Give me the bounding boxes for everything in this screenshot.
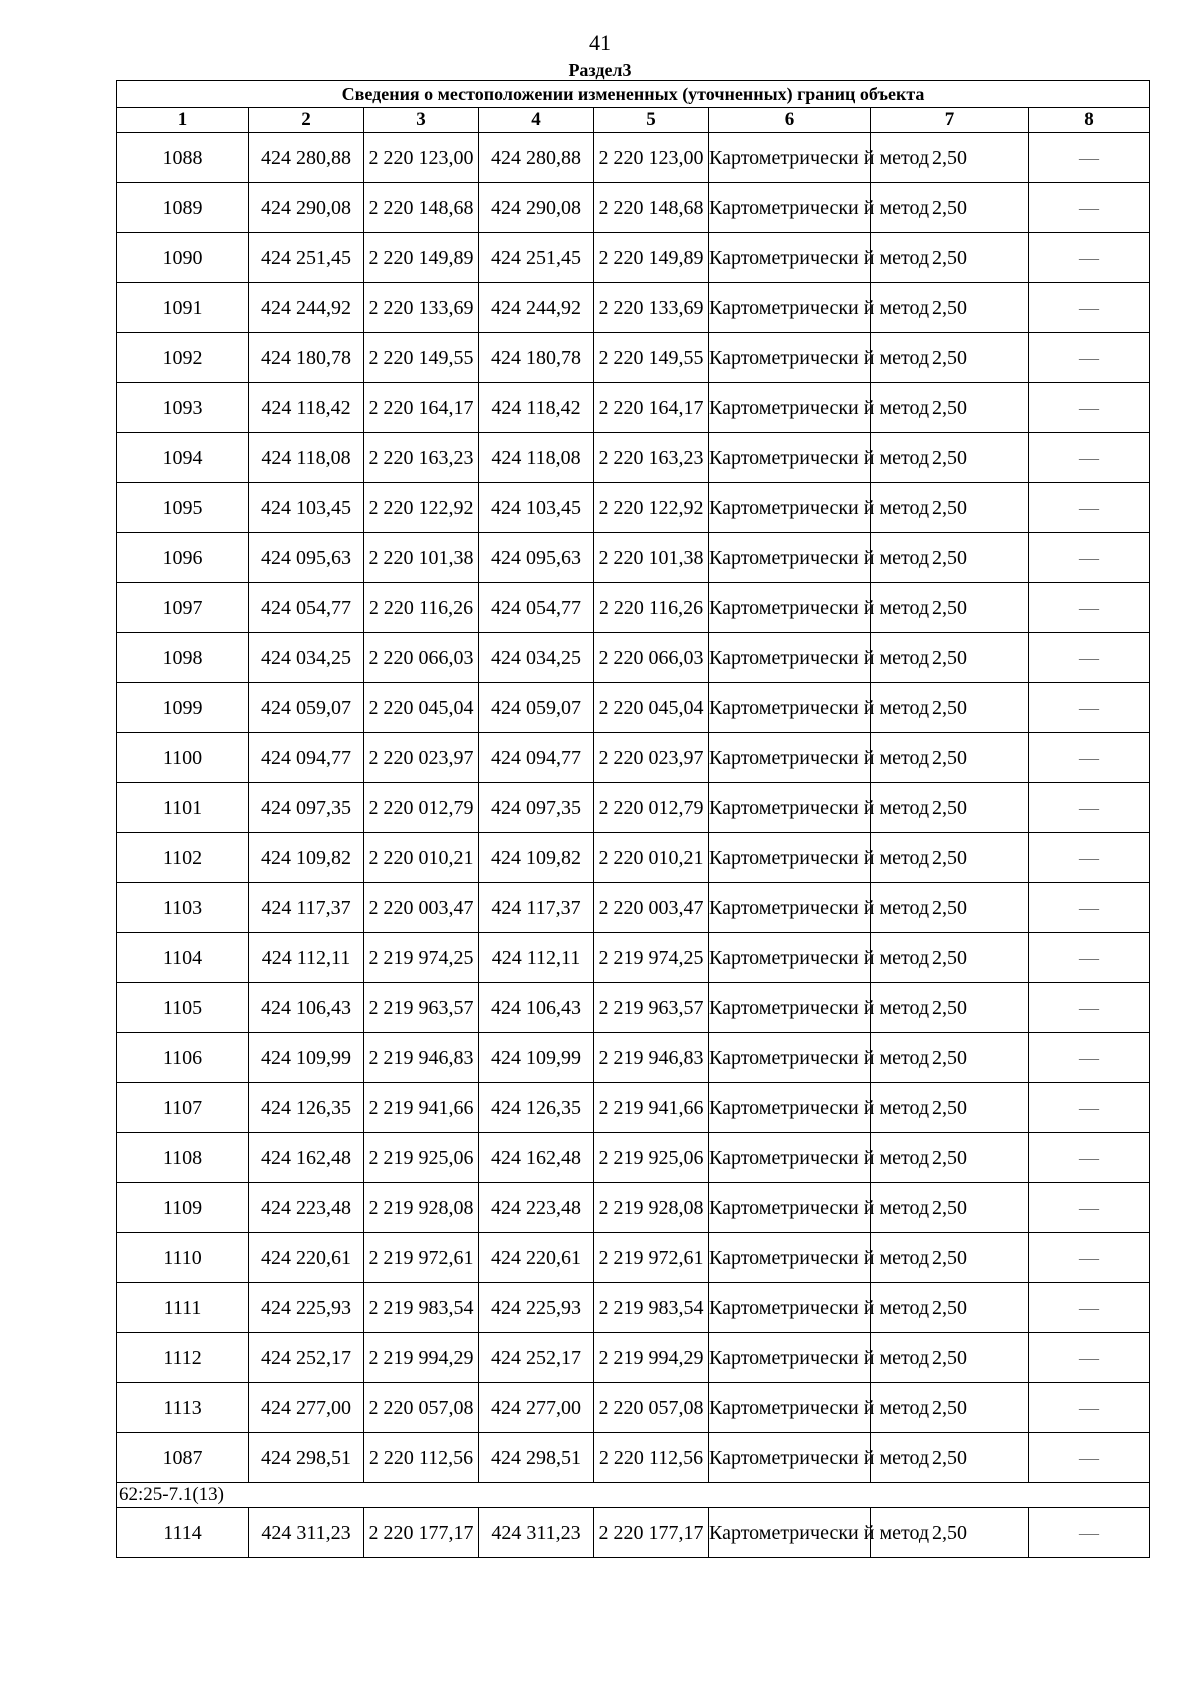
y-new-cell: 2 220 123,00 bbox=[594, 133, 709, 183]
note-cell: — bbox=[1029, 1033, 1150, 1083]
method-cell: Картометрически й метод bbox=[709, 383, 871, 433]
table-row bbox=[117, 1033, 1150, 1083]
x-new-cell: 424 034,25 bbox=[479, 633, 594, 683]
method-cell: Картометрически й метод bbox=[709, 583, 871, 633]
y-old-cell: 2 220 045,04 bbox=[364, 683, 479, 733]
note-cell: — bbox=[1029, 483, 1150, 533]
point-number-cell: 1093 bbox=[117, 383, 249, 433]
accuracy-cell: 2,50 bbox=[871, 533, 1029, 583]
table-row bbox=[117, 583, 1150, 633]
x-old-cell: 424 162,48 bbox=[249, 1133, 364, 1183]
method-cell: Картометрически й метод bbox=[709, 1433, 871, 1483]
coordinates-table bbox=[116, 80, 1150, 1558]
y-new-cell: 2 219 994,29 bbox=[594, 1333, 709, 1383]
x-new-cell: 424 109,82 bbox=[479, 833, 594, 883]
column-number: 4 bbox=[479, 108, 594, 133]
table-row bbox=[117, 183, 1150, 233]
method-cell: Картометрически й метод bbox=[709, 533, 871, 583]
note-cell: — bbox=[1029, 1083, 1150, 1133]
point-number-cell: 1107 bbox=[117, 1083, 249, 1133]
accuracy-cell: 2,50 bbox=[871, 483, 1029, 533]
point-number-cell: 1088 bbox=[117, 133, 249, 183]
y-old-cell: 2 219 972,61 bbox=[364, 1233, 479, 1283]
column-number: 5 bbox=[594, 108, 709, 133]
y-old-cell: 2 220 003,47 bbox=[364, 883, 479, 933]
accuracy-cell: 2,50 bbox=[871, 383, 1029, 433]
note-cell: — bbox=[1029, 1283, 1150, 1333]
note-cell: — bbox=[1029, 1383, 1150, 1433]
point-number-cell: 1097 bbox=[117, 583, 249, 633]
x-old-cell: 424 244,92 bbox=[249, 283, 364, 333]
accuracy-cell: 2,50 bbox=[871, 1383, 1029, 1433]
x-new-cell: 424 095,63 bbox=[479, 533, 594, 583]
y-new-cell: 2 220 149,89 bbox=[594, 233, 709, 283]
x-new-cell: 424 251,45 bbox=[479, 233, 594, 283]
y-old-cell: 2 220 177,17 bbox=[364, 1508, 479, 1558]
note-cell: — bbox=[1029, 883, 1150, 933]
note-cell: — bbox=[1029, 583, 1150, 633]
x-new-cell: 424 252,17 bbox=[479, 1333, 594, 1383]
x-new-cell: 424 112,11 bbox=[479, 933, 594, 983]
note-cell: — bbox=[1029, 1508, 1150, 1558]
section-title: Раздел3 bbox=[568, 60, 632, 80]
note-cell: — bbox=[1029, 1433, 1150, 1483]
method-cell: Картометрически й метод bbox=[709, 183, 871, 233]
x-new-cell: 424 118,42 bbox=[479, 383, 594, 433]
x-new-cell: 424 054,77 bbox=[479, 583, 594, 633]
column-number-row bbox=[117, 108, 1150, 133]
y-old-cell: 2 220 133,69 bbox=[364, 283, 479, 333]
y-old-cell: 2 219 941,66 bbox=[364, 1083, 479, 1133]
y-old-cell: 2 219 963,57 bbox=[364, 983, 479, 1033]
y-new-cell: 2 220 010,21 bbox=[594, 833, 709, 883]
column-number: 3 bbox=[364, 108, 479, 133]
x-old-cell: 424 220,61 bbox=[249, 1233, 364, 1283]
point-number-cell: 1089 bbox=[117, 183, 249, 233]
x-old-cell: 424 311,23 bbox=[249, 1508, 364, 1558]
x-new-cell: 424 097,35 bbox=[479, 783, 594, 833]
table-row bbox=[117, 233, 1150, 283]
note-cell: — bbox=[1029, 733, 1150, 783]
accuracy-cell: 2,50 bbox=[871, 633, 1029, 683]
note-cell: — bbox=[1029, 983, 1150, 1033]
method-cell: Картометрически й метод bbox=[709, 633, 871, 683]
accuracy-cell: 2,50 bbox=[871, 1083, 1029, 1133]
accuracy-cell: 2,50 bbox=[871, 1183, 1029, 1233]
note-cell: — bbox=[1029, 783, 1150, 833]
x-new-cell: 424 277,00 bbox=[479, 1383, 594, 1433]
y-new-cell: 2 220 148,68 bbox=[594, 183, 709, 233]
accuracy-cell: 2,50 bbox=[871, 783, 1029, 833]
y-new-cell: 2 219 925,06 bbox=[594, 1133, 709, 1183]
y-new-cell: 2 220 116,26 bbox=[594, 583, 709, 633]
table-row bbox=[117, 383, 1150, 433]
y-new-cell: 2 220 023,97 bbox=[594, 733, 709, 783]
method-cell: Картометрически й метод bbox=[709, 283, 871, 333]
x-old-cell: 424 109,99 bbox=[249, 1033, 364, 1083]
x-old-cell: 424 059,07 bbox=[249, 683, 364, 733]
method-cell: Картометрически й метод bbox=[709, 683, 871, 733]
y-new-cell: 2 220 045,04 bbox=[594, 683, 709, 733]
x-new-cell: 424 106,43 bbox=[479, 983, 594, 1033]
x-old-cell: 424 223,48 bbox=[249, 1183, 364, 1233]
accuracy-cell: 2,50 bbox=[871, 333, 1029, 383]
x-new-cell: 424 094,77 bbox=[479, 733, 594, 783]
y-new-cell: 2 219 928,08 bbox=[594, 1183, 709, 1233]
method-cell: Картометрически й метод bbox=[709, 983, 871, 1033]
y-old-cell: 2 220 116,26 bbox=[364, 583, 479, 633]
column-number: 6 bbox=[709, 108, 871, 133]
x-old-cell: 424 112,11 bbox=[249, 933, 364, 983]
y-new-cell: 2 220 163,23 bbox=[594, 433, 709, 483]
method-cell: Картометрически й метод bbox=[709, 1183, 871, 1233]
y-new-cell: 2 220 133,69 bbox=[594, 283, 709, 333]
method-cell: Картометрически й метод bbox=[709, 1383, 871, 1433]
point-number-cell: 1100 bbox=[117, 733, 249, 783]
y-new-cell: 2 220 066,03 bbox=[594, 633, 709, 683]
method-cell: Картометрически й метод bbox=[709, 933, 871, 983]
y-old-cell: 2 219 928,08 bbox=[364, 1183, 479, 1233]
group-label: 62:25-7.1(13) bbox=[117, 1483, 1150, 1508]
x-new-cell: 424 280,88 bbox=[479, 133, 594, 183]
y-new-cell: 2 220 112,56 bbox=[594, 1433, 709, 1483]
table-row bbox=[117, 783, 1150, 833]
table-row bbox=[117, 1433, 1150, 1483]
note-cell: — bbox=[1029, 333, 1150, 383]
point-number-cell: 1090 bbox=[117, 233, 249, 283]
x-new-cell: 424 298,51 bbox=[479, 1433, 594, 1483]
table-row bbox=[117, 1083, 1150, 1133]
note-cell: — bbox=[1029, 383, 1150, 433]
accuracy-cell: 2,50 bbox=[871, 1233, 1029, 1283]
x-old-cell: 424 225,93 bbox=[249, 1283, 364, 1333]
point-number-cell: 1106 bbox=[117, 1033, 249, 1083]
x-old-cell: 424 095,63 bbox=[249, 533, 364, 583]
accuracy-cell: 2,50 bbox=[871, 883, 1029, 933]
table-row bbox=[117, 283, 1150, 333]
table-row bbox=[117, 1183, 1150, 1233]
x-old-cell: 424 106,43 bbox=[249, 983, 364, 1033]
accuracy-cell: 2,50 bbox=[871, 1133, 1029, 1183]
note-cell: — bbox=[1029, 183, 1150, 233]
point-number-cell: 1112 bbox=[117, 1333, 249, 1383]
point-number-cell: 1092 bbox=[117, 333, 249, 383]
column-number: 1 bbox=[117, 108, 249, 133]
y-new-cell: 2 220 149,55 bbox=[594, 333, 709, 383]
y-old-cell: 2 220 066,03 bbox=[364, 633, 479, 683]
table-row bbox=[117, 1283, 1150, 1333]
table-row bbox=[117, 483, 1150, 533]
x-new-cell: 424 103,45 bbox=[479, 483, 594, 533]
point-number-cell: 1096 bbox=[117, 533, 249, 583]
x-new-cell: 424 117,37 bbox=[479, 883, 594, 933]
y-old-cell: 2 220 163,23 bbox=[364, 433, 479, 483]
note-cell: — bbox=[1029, 133, 1150, 183]
y-new-cell: 2 220 012,79 bbox=[594, 783, 709, 833]
note-cell: — bbox=[1029, 233, 1150, 283]
accuracy-cell: 2,50 bbox=[871, 183, 1029, 233]
point-number-cell: 1110 bbox=[117, 1233, 249, 1283]
y-new-cell: 2 220 003,47 bbox=[594, 883, 709, 933]
point-number-cell: 1099 bbox=[117, 683, 249, 733]
y-old-cell: 2 220 012,79 bbox=[364, 783, 479, 833]
method-cell: Картометрически й метод bbox=[709, 1033, 871, 1083]
x-old-cell: 424 103,45 bbox=[249, 483, 364, 533]
table-caption: Сведения о местоположении измененных (уточненных) границ объекта bbox=[117, 81, 1150, 108]
x-old-cell: 424 034,25 bbox=[249, 633, 364, 683]
x-old-cell: 424 298,51 bbox=[249, 1433, 364, 1483]
y-old-cell: 2 220 101,38 bbox=[364, 533, 479, 583]
table-row bbox=[117, 1333, 1150, 1383]
accuracy-cell: 2,50 bbox=[871, 733, 1029, 783]
x-old-cell: 424 118,42 bbox=[249, 383, 364, 433]
x-old-cell: 424 290,08 bbox=[249, 183, 364, 233]
y-new-cell: 2 219 946,83 bbox=[594, 1033, 709, 1083]
y-old-cell: 2 220 123,00 bbox=[364, 133, 479, 183]
y-old-cell: 2 220 164,17 bbox=[364, 383, 479, 433]
table-row bbox=[117, 1233, 1150, 1283]
method-cell: Картометрически й метод bbox=[709, 1508, 871, 1558]
x-new-cell: 424 109,99 bbox=[479, 1033, 594, 1083]
x-new-cell: 424 126,35 bbox=[479, 1083, 594, 1133]
group-row bbox=[117, 1483, 1150, 1508]
y-old-cell: 2 219 983,54 bbox=[364, 1283, 479, 1333]
method-cell: Картометрически й метод bbox=[709, 1283, 871, 1333]
table-row bbox=[117, 133, 1150, 183]
x-new-cell: 424 311,23 bbox=[479, 1508, 594, 1558]
note-cell: — bbox=[1029, 283, 1150, 333]
method-cell: Картометрически й метод bbox=[709, 783, 871, 833]
note-cell: — bbox=[1029, 433, 1150, 483]
column-number: 7 bbox=[871, 108, 1029, 133]
x-old-cell: 424 277,00 bbox=[249, 1383, 364, 1433]
y-new-cell: 2 219 941,66 bbox=[594, 1083, 709, 1133]
y-old-cell: 2 220 057,08 bbox=[364, 1383, 479, 1433]
method-cell: Картометрически й метод bbox=[709, 133, 871, 183]
y-old-cell: 2 219 974,25 bbox=[364, 933, 479, 983]
point-number-cell: 1101 bbox=[117, 783, 249, 833]
accuracy-cell: 2,50 bbox=[871, 1433, 1029, 1483]
point-number-cell: 1114 bbox=[117, 1508, 249, 1558]
note-cell: — bbox=[1029, 633, 1150, 683]
point-number-cell: 1104 bbox=[117, 933, 249, 983]
method-cell: Картометрически й метод bbox=[709, 333, 871, 383]
x-new-cell: 424 290,08 bbox=[479, 183, 594, 233]
y-new-cell: 2 220 101,38 bbox=[594, 533, 709, 583]
method-cell: Картометрически й метод bbox=[709, 1083, 871, 1133]
table-row bbox=[117, 983, 1150, 1033]
accuracy-cell: 2,50 bbox=[871, 1033, 1029, 1083]
accuracy-cell: 2,50 bbox=[871, 833, 1029, 883]
accuracy-cell: 2,50 bbox=[871, 1508, 1029, 1558]
table-row bbox=[117, 1508, 1150, 1558]
table-row bbox=[117, 733, 1150, 783]
column-number: 2 bbox=[249, 108, 364, 133]
point-number-cell: 1098 bbox=[117, 633, 249, 683]
accuracy-cell: 2,50 bbox=[871, 583, 1029, 633]
x-new-cell: 424 244,92 bbox=[479, 283, 594, 333]
y-old-cell: 2 220 112,56 bbox=[364, 1433, 479, 1483]
accuracy-cell: 2,50 bbox=[871, 233, 1029, 283]
method-cell: Картометрически й метод bbox=[709, 1333, 871, 1383]
x-new-cell: 424 162,48 bbox=[479, 1133, 594, 1183]
x-old-cell: 424 118,08 bbox=[249, 433, 364, 483]
x-new-cell: 424 220,61 bbox=[479, 1233, 594, 1283]
x-new-cell: 424 225,93 bbox=[479, 1283, 594, 1333]
note-cell: — bbox=[1029, 1133, 1150, 1183]
y-old-cell: 2 219 925,06 bbox=[364, 1133, 479, 1183]
method-cell: Картометрически й метод bbox=[709, 433, 871, 483]
table-row bbox=[117, 333, 1150, 383]
point-number-cell: 1091 bbox=[117, 283, 249, 333]
y-old-cell: 2 219 994,29 bbox=[364, 1333, 479, 1383]
accuracy-cell: 2,50 bbox=[871, 933, 1029, 983]
note-cell: — bbox=[1029, 833, 1150, 883]
point-number-cell: 1087 bbox=[117, 1433, 249, 1483]
accuracy-cell: 2,50 bbox=[871, 1283, 1029, 1333]
point-number-cell: 1108 bbox=[117, 1133, 249, 1183]
y-new-cell: 2 220 177,17 bbox=[594, 1508, 709, 1558]
y-new-cell: 2 219 972,61 bbox=[594, 1233, 709, 1283]
y-old-cell: 2 220 148,68 bbox=[364, 183, 479, 233]
note-cell: — bbox=[1029, 683, 1150, 733]
note-cell: — bbox=[1029, 1183, 1150, 1233]
table-row bbox=[117, 533, 1150, 583]
point-number-cell: 1103 bbox=[117, 883, 249, 933]
y-new-cell: 2 220 164,17 bbox=[594, 383, 709, 433]
point-number-cell: 1094 bbox=[117, 433, 249, 483]
point-number-cell: 1102 bbox=[117, 833, 249, 883]
y-old-cell: 2 219 946,83 bbox=[364, 1033, 479, 1083]
accuracy-cell: 2,50 bbox=[871, 683, 1029, 733]
x-new-cell: 424 118,08 bbox=[479, 433, 594, 483]
table-row bbox=[117, 1383, 1150, 1433]
y-old-cell: 2 220 149,55 bbox=[364, 333, 479, 383]
x-old-cell: 424 252,17 bbox=[249, 1333, 364, 1383]
note-cell: — bbox=[1029, 933, 1150, 983]
x-old-cell: 424 117,37 bbox=[249, 883, 364, 933]
method-cell: Картометрически й метод bbox=[709, 833, 871, 883]
x-new-cell: 424 223,48 bbox=[479, 1183, 594, 1233]
table-row bbox=[117, 1133, 1150, 1183]
y-new-cell: 2 220 122,92 bbox=[594, 483, 709, 533]
accuracy-cell: 2,50 bbox=[871, 283, 1029, 333]
accuracy-cell: 2,50 bbox=[871, 983, 1029, 1033]
column-number: 8 bbox=[1029, 108, 1150, 133]
method-cell: Картометрически й метод bbox=[709, 1233, 871, 1283]
page-number: 41 bbox=[589, 30, 611, 55]
y-new-cell: 2 219 983,54 bbox=[594, 1283, 709, 1333]
note-cell: — bbox=[1029, 533, 1150, 583]
y-old-cell: 2 220 010,21 bbox=[364, 833, 479, 883]
x-old-cell: 424 126,35 bbox=[249, 1083, 364, 1133]
x-old-cell: 424 180,78 bbox=[249, 333, 364, 383]
table-row bbox=[117, 933, 1150, 983]
method-cell: Картометрически й метод bbox=[709, 233, 871, 283]
accuracy-cell: 2,50 bbox=[871, 133, 1029, 183]
table-row bbox=[117, 633, 1150, 683]
table-row bbox=[117, 433, 1150, 483]
accuracy-cell: 2,50 bbox=[871, 433, 1029, 483]
note-cell: — bbox=[1029, 1333, 1150, 1383]
note-cell: — bbox=[1029, 1233, 1150, 1283]
table-row bbox=[117, 683, 1150, 733]
x-old-cell: 424 094,77 bbox=[249, 733, 364, 783]
point-number-cell: 1113 bbox=[117, 1383, 249, 1433]
x-old-cell: 424 280,88 bbox=[249, 133, 364, 183]
y-old-cell: 2 220 023,97 bbox=[364, 733, 479, 783]
point-number-cell: 1111 bbox=[117, 1283, 249, 1333]
x-new-cell: 424 180,78 bbox=[479, 333, 594, 383]
table-row bbox=[117, 833, 1150, 883]
x-old-cell: 424 109,82 bbox=[249, 833, 364, 883]
x-old-cell: 424 251,45 bbox=[249, 233, 364, 283]
y-new-cell: 2 219 963,57 bbox=[594, 983, 709, 1033]
y-old-cell: 2 220 149,89 bbox=[364, 233, 479, 283]
point-number-cell: 1109 bbox=[117, 1183, 249, 1233]
x-old-cell: 424 097,35 bbox=[249, 783, 364, 833]
method-cell: Картометрически й метод bbox=[709, 1133, 871, 1183]
y-new-cell: 2 220 057,08 bbox=[594, 1383, 709, 1433]
table-row bbox=[117, 883, 1150, 933]
point-number-cell: 1105 bbox=[117, 983, 249, 1033]
y-old-cell: 2 220 122,92 bbox=[364, 483, 479, 533]
point-number-cell: 1095 bbox=[117, 483, 249, 533]
method-cell: Картометрически й метод bbox=[709, 733, 871, 783]
method-cell: Картометрически й метод bbox=[709, 883, 871, 933]
y-new-cell: 2 219 974,25 bbox=[594, 933, 709, 983]
method-cell: Картометрически й метод bbox=[709, 483, 871, 533]
accuracy-cell: 2,50 bbox=[871, 1333, 1029, 1383]
x-new-cell: 424 059,07 bbox=[479, 683, 594, 733]
x-old-cell: 424 054,77 bbox=[249, 583, 364, 633]
